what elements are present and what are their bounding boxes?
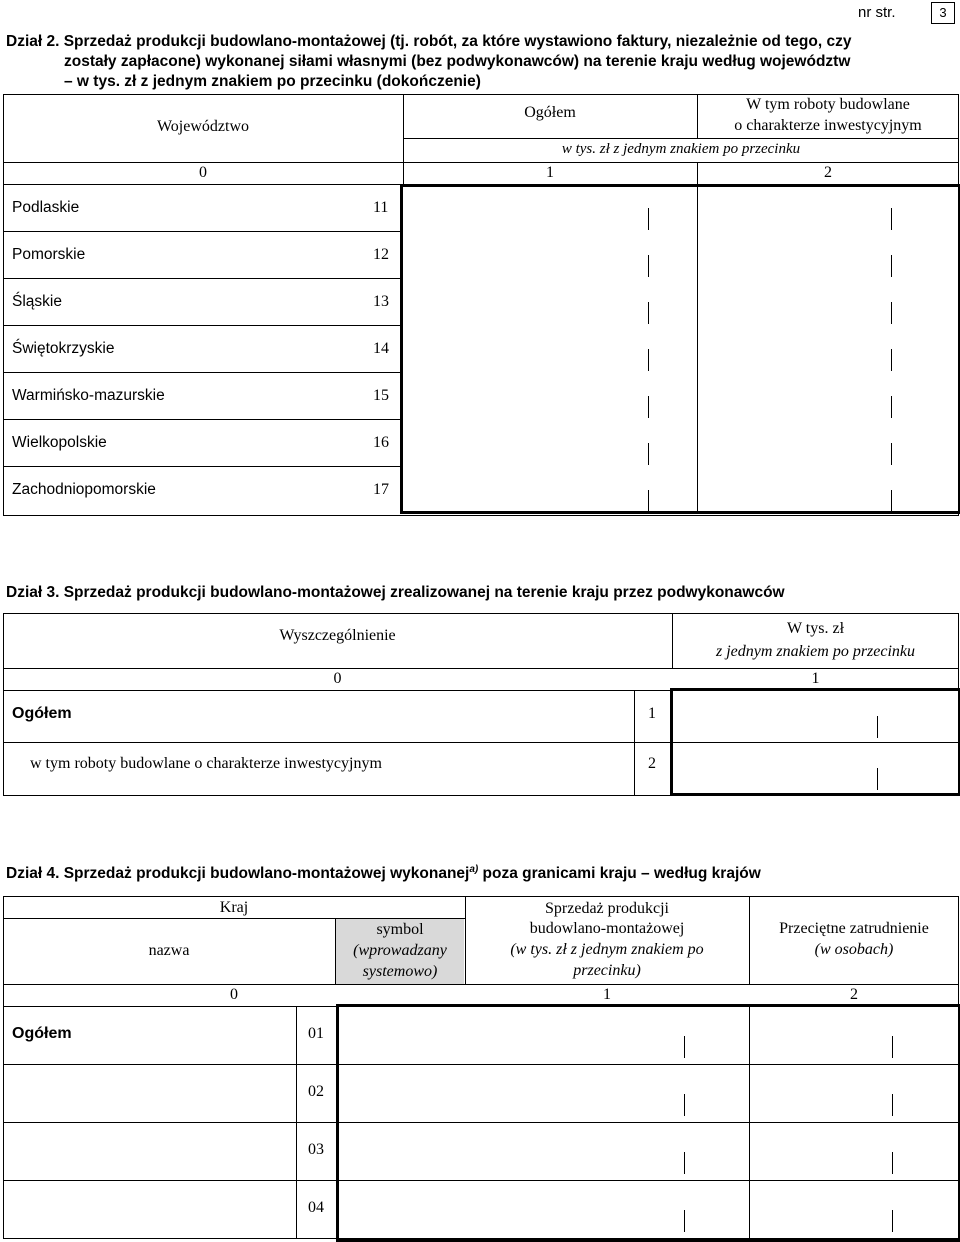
section3-row-invest-code: 2: [648, 755, 656, 772]
section2-total-input[interactable]: [405, 376, 695, 417]
table-row: [3, 278, 403, 325]
section4-sales-input[interactable]: [340, 1126, 746, 1176]
region-name: Podlaskie: [12, 199, 80, 216]
section4-num1: 1: [603, 986, 611, 1003]
country-name-input[interactable]: [12, 1141, 292, 1165]
region-code: 16: [373, 434, 389, 451]
section3-row-total-name: Ogółem: [12, 705, 72, 722]
section4-col-country: Kraj: [219, 899, 249, 916]
region-code: 17: [373, 481, 389, 498]
section2-total-input[interactable]: [405, 470, 695, 511]
section2-title-line1: Dział 2. Sprzedaż produkcji budowlano-montażowej (tj. robót, za które wystawiono faktury, niezależnie od tego, czy: [6, 33, 852, 50]
row-code: 01: [308, 1025, 324, 1042]
section2-unit: w tys. zł z jednym znakiem po przecinku: [561, 141, 801, 157]
section2-invest-input[interactable]: [699, 423, 957, 464]
page-number-box: 3: [931, 2, 955, 24]
region-name: Śląskie: [12, 293, 62, 310]
table-row: [3, 231, 403, 278]
table-row: [3, 184, 403, 231]
section4-col-symbol-1: symbol: [376, 921, 424, 938]
section2-invest-input[interactable]: [699, 376, 957, 417]
region-name: Warmińsko-mazurskie: [12, 387, 165, 404]
section2-invest-input[interactable]: [699, 282, 957, 323]
section2-num0: 0: [199, 164, 207, 181]
section2-total-input[interactable]: [405, 282, 695, 323]
section4-col-sales-3: (w tys. zł z jednym znakiem po: [510, 941, 704, 958]
section3-col-value-2: z jednym znakiem po przecinku: [715, 643, 916, 660]
section4-title: Dział 4. Sprzedaż produkcji budowlano-montażowej wykonanej$^{a)}$ poza granicami kraju – według krajów: [6, 864, 761, 883]
section4-col-emp-2: (w osobach): [814, 941, 894, 958]
page-number-label: nr str.: [858, 4, 896, 21]
section4-col-symbol-2: (wprowadzany: [353, 942, 447, 959]
country-total-label: Ogółem: [12, 1025, 72, 1042]
section3-col-spec: Wyszczególnienie: [279, 627, 396, 644]
table-row: [3, 372, 403, 419]
section4-col-symbol-3: systemowo): [362, 963, 438, 980]
section3-title: Dział 3. Sprzedaż produkcji budowlano-montażowej zrealizowanej na terenie kraju przez podwykonawców: [6, 584, 785, 601]
region-code: 15: [373, 387, 389, 404]
section2-total-input[interactable]: [405, 235, 695, 276]
section2-total-input[interactable]: [405, 423, 695, 464]
section3-num1: 1: [811, 670, 820, 687]
section4-num2: 2: [850, 986, 858, 1003]
section4-col-emp-1: Przeciętne zatrudnienie: [779, 920, 929, 937]
region-name: Wielkopolskie: [12, 434, 107, 451]
row-code: 02: [308, 1083, 324, 1100]
section2-col-invest-1: W tym roboty budowlane: [746, 96, 910, 113]
section4-num0: 0: [230, 986, 238, 1003]
section3-row-invest-name: w tym roboty budowlane o charakterze inwestycyjnym: [30, 755, 382, 772]
section2-invest-input[interactable]: [699, 470, 957, 511]
section2-title-line3: – w tys. zł z jednym znakiem po przecinku (dokończenie): [64, 73, 481, 90]
section2-title-line2: zostały zapłacone) wykonanej siłami własnymi (bez podwykonawców) na terenie kraju według województw: [64, 53, 851, 70]
section2-num2: 2: [824, 164, 832, 181]
section3-row-total-code: 1: [648, 705, 656, 722]
section3-col-value-1: W tys. zł: [786, 620, 845, 637]
section2-total-input[interactable]: [405, 188, 695, 229]
row-code: 04: [308, 1199, 324, 1216]
section4-sales-input[interactable]: [340, 1010, 746, 1060]
table-row: [3, 325, 403, 372]
region-name: Zachodniopomorskie: [12, 481, 156, 498]
section2-invest-input[interactable]: [699, 188, 957, 229]
section2-num1: 1: [546, 164, 554, 181]
row-code: 03: [308, 1141, 324, 1158]
table-row: [3, 419, 403, 466]
section2-col-total: Ogółem: [524, 104, 576, 121]
country-name-input[interactable]: [12, 1199, 292, 1223]
region-code: 11: [373, 199, 389, 216]
region-name: Pomorskie: [12, 246, 86, 263]
section4-sales-input[interactable]: [340, 1068, 746, 1118]
table-row: [3, 466, 403, 513]
section2-col-region: Województwo: [156, 118, 250, 135]
section4-col-sales-4: przecinku): [573, 962, 641, 979]
section4-sales-input[interactable]: [340, 1184, 746, 1234]
section4-col-name: nazwa: [148, 942, 190, 959]
region-name: Świętokrzyskie: [12, 340, 115, 357]
section4-col-sales-2: budowlano-montażowej: [529, 920, 685, 937]
section2-invest-input[interactable]: [699, 329, 957, 370]
region-code: 12: [373, 246, 389, 263]
region-code: 13: [373, 293, 389, 310]
section4-col-sales-1: Sprzedaż produkcji: [545, 900, 669, 917]
section4-employment-input[interactable]: [752, 1184, 956, 1234]
section3-num0: 0: [333, 670, 342, 687]
section4-employment-input[interactable]: [752, 1010, 956, 1060]
section2-total-input[interactable]: [405, 329, 695, 370]
region-code: 14: [373, 340, 389, 357]
country-name-input[interactable]: [12, 1083, 292, 1107]
section4-employment-input[interactable]: [752, 1068, 956, 1118]
section4-employment-input[interactable]: [752, 1126, 956, 1176]
section2-invest-input[interactable]: [699, 235, 957, 276]
section2-col-invest-2: o charakterze inwestycyjnym: [734, 117, 922, 134]
